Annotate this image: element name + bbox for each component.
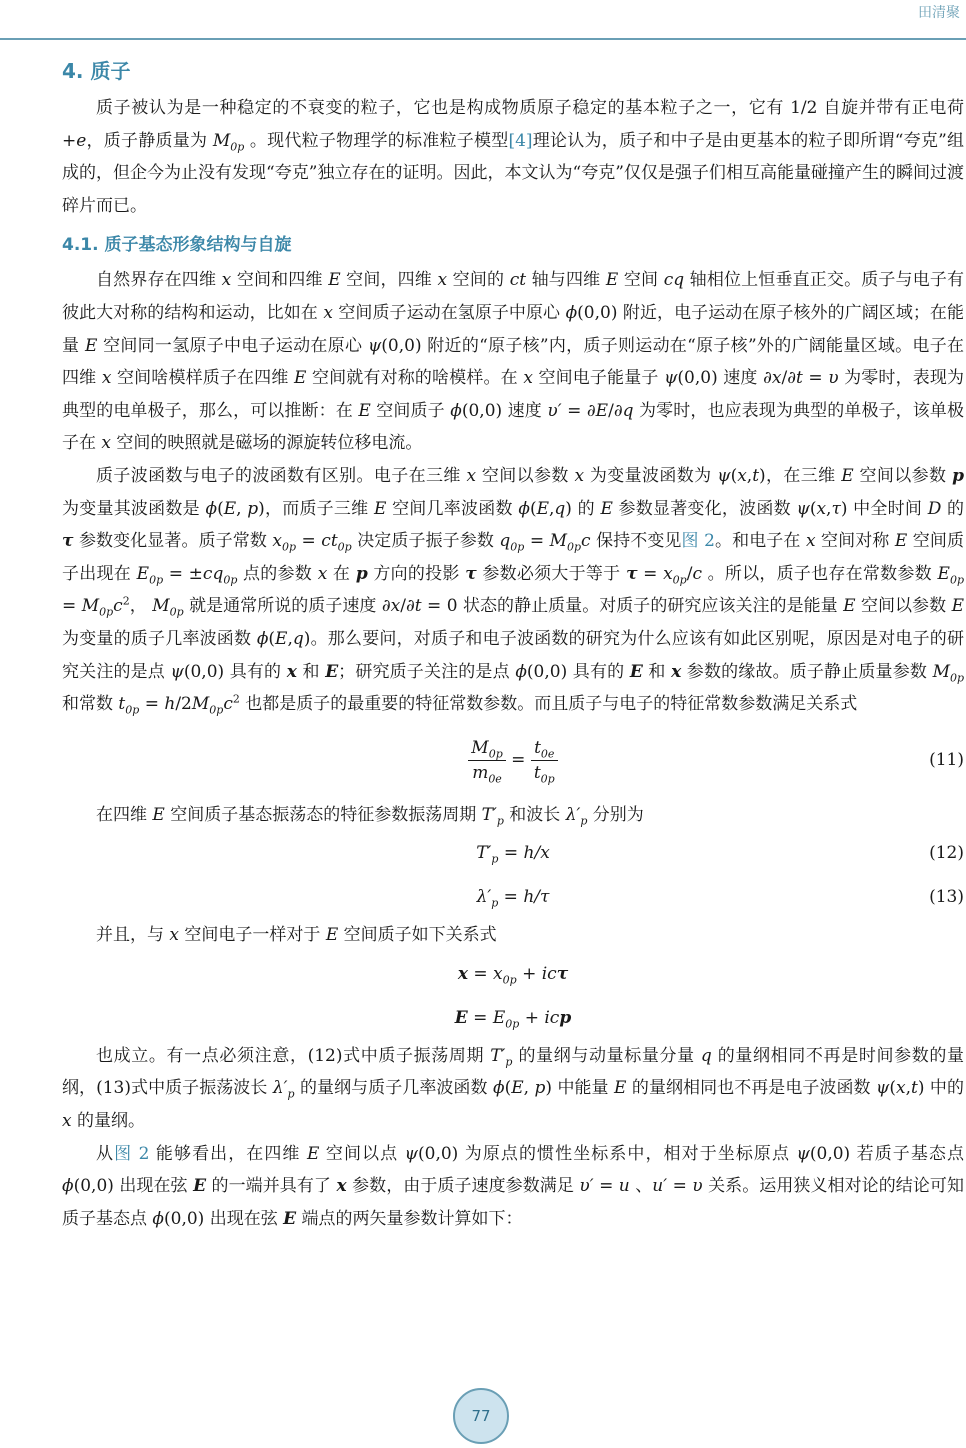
equation-e-relation: $E = E_{0p}$ + icp <box>454 1007 572 1031</box>
equation-x-relation: $x = x_{0p} + ic\tau$ <box>457 963 569 987</box>
subsection-heading: 4.1. 质子基态形象结构与自旋 <box>62 235 292 256</box>
paragraph-wave-function: 质子波函数与电子的波函数有区别。电子在三维 x 空间以参数 x 为变量波函数为 ψ(x,t)，在三维 E 空间以参数 p 为变量其波函数是 ϕ(E, p)，而质子三维 E 空间几率波函数 ϕ(E,q) 的 E 参数显著变化，波函数 ψ(x,τ) 中全时间 D 的 τ 参数变化显著。质子常数 $x_{0p} = ct_{0p}$ 决定质子振子参数 $q_{0p} = M_{0p}c$ 保持不变见图 2。和电子在 x 空间对称 E 空间质子出现在 $E_{0p} = \pm cq_{0p}$ 点的参数 x 在 p 方向的投影 τ 参数必须大于等于 $\tau = x_{0p}/c$ 。所以，质子也存在常数参数 $E_{0p} = M_{0p}c^2$， $M_{0p}$ 就是通常所说的质子速度 ∂x/∂t = 0 状态的静止质量。对质子的研究应该关注的是能量 E 空间以参数 E 为变量的质子几率波函数 ϕ(E,q)。那么要问，对质子和电子波函数的研究为什么应该有如此区别呢，原因是对电子的研究关注的是点 ψ(0,0) 具有的 x 和 E；研究质子关注的是点 ϕ(0,0) 具有的 E 和 x 参数的缘故。质子静止质量参数 $M_{0p}$ 和常数 $t_{0p} = h/2M_{0p}c^2$ 也都是质子的最重要的特征常数参数。而且质子与电子的特征常数参数满足关系式 <box>62 465 965 717</box>
header-rule <box>0 38 966 40</box>
paragraph-dimension: 也成立。有一点必须注意，(12)式中质子振荡周期 $T'_p$ 的量纲与动量标量分量 q 的量纲相同不再是时间参数的量纲，(13)式中质子振荡波长 $\lambda'_p$ 的量纲与质子几率波函数 ϕ(E, p) 中能量 E 的量纲相同也不再是电子波函数 ψ(x,t) 中的 x 的量纲。 <box>62 1045 964 1132</box>
citation-link[interactable]: [4] <box>508 130 533 151</box>
running-header-author: 田清聚 <box>918 5 960 21</box>
section-heading: 4. 质子 <box>62 59 131 83</box>
equation-12: $T'_p = h/x$ (12) <box>62 831 964 875</box>
paragraph-four-dim-space: 自然界存在四维 x 空间和四维 E 空间，四维 x 空间的 ct 轴与四维 E 空间 cq 轴相位上恒垂直正交。质子与电子有彼此大对称的结构和运动，比如在 x 空间质子运动在氢原子中原心 ϕ(0,0) 附近，电子运动在原子核外的广阔区域；在能量 E 空间同一氢原子中电子运动在原心 ψ(0,0) 附近的“原子核”内，质子则运动在“原子核”外的广阔能量区域。电子在四维 x 空间啥模样质子在四维 E 空间就有对称的啥模样。在 x 空间电子能量子 ψ(0,0) 速度 ∂x/∂t = υ 为零时，表现为典型的电单极子，那么，可以推断：在 E 空间质子 ϕ(0,0) 速度 υ′ = ∂E/∂q 为零时，也应表现为典型的单极子，该单极子在 x 空间的映照就是磁场的源旋转位移电流。 <box>62 270 965 454</box>
equation-number: (11) <box>929 749 964 770</box>
paragraph-proton-intro: 质子被认为是一种稳定的不衰变的粒子，它也是构成物质原子稳定的基本粒子之一，它有 1/2 自旋并带有正电荷 +e，质子静质量为 $M_{0p}$ 。现代粒子物理学的标准粒子模型[4]理论认为，质子和中子是由更基本的粒子即所谓“夸克”组成的，但企今为止没有发现“夸克”独立存在的证明。因此，本文认为“夸克”仅仅是强子们相互高能量碰撞产生的瞬间过渡碎片而已。 <box>62 98 965 216</box>
figure-2-link[interactable]: 图 2 <box>681 531 715 552</box>
equation-number: (12) <box>929 843 964 864</box>
equation-11: $\frac{M_{0p}}{m_{0e}}$ = $\frac{t_{0e}}{t_{0p}}$ (11) <box>62 721 964 799</box>
equation-13: $\lambda'_p = h/\tau$ (13) <box>62 875 964 919</box>
paragraph-oscillation: 在四维 E 空间质子基态振荡态的特征参数振荡周期 $T'_p$ 和波长 $\lambda'_p$ 分别为 <box>96 804 644 828</box>
page-number-badge: 77 <box>453 1388 509 1444</box>
paragraph-relation: 并且，与 x 空间电子一样对于 E 空间质子如下关系式 <box>96 925 497 946</box>
equation-number: (13) <box>929 887 964 908</box>
article-body <box>62 56 964 1235</box>
paragraph-figure-2: 从图 2 能够看出，在四维 E 空间以点 ψ(0,0) 为原点的惯性坐标系中，相对于坐标原点 ψ(0,0) 若质子基态点 ϕ(0,0) 出现在弦 E 的一端并具有了 x 参数，由于质子速度参数满足 υ′ = u 、u′ = υ 关系。运用狭义相对论的结论可知质子基态点 ϕ(0,0) 出现在弦 E 端点的两矢量参数计算如下： <box>62 1143 965 1229</box>
figure-2-link[interactable]: 图 2 <box>114 1143 150 1164</box>
